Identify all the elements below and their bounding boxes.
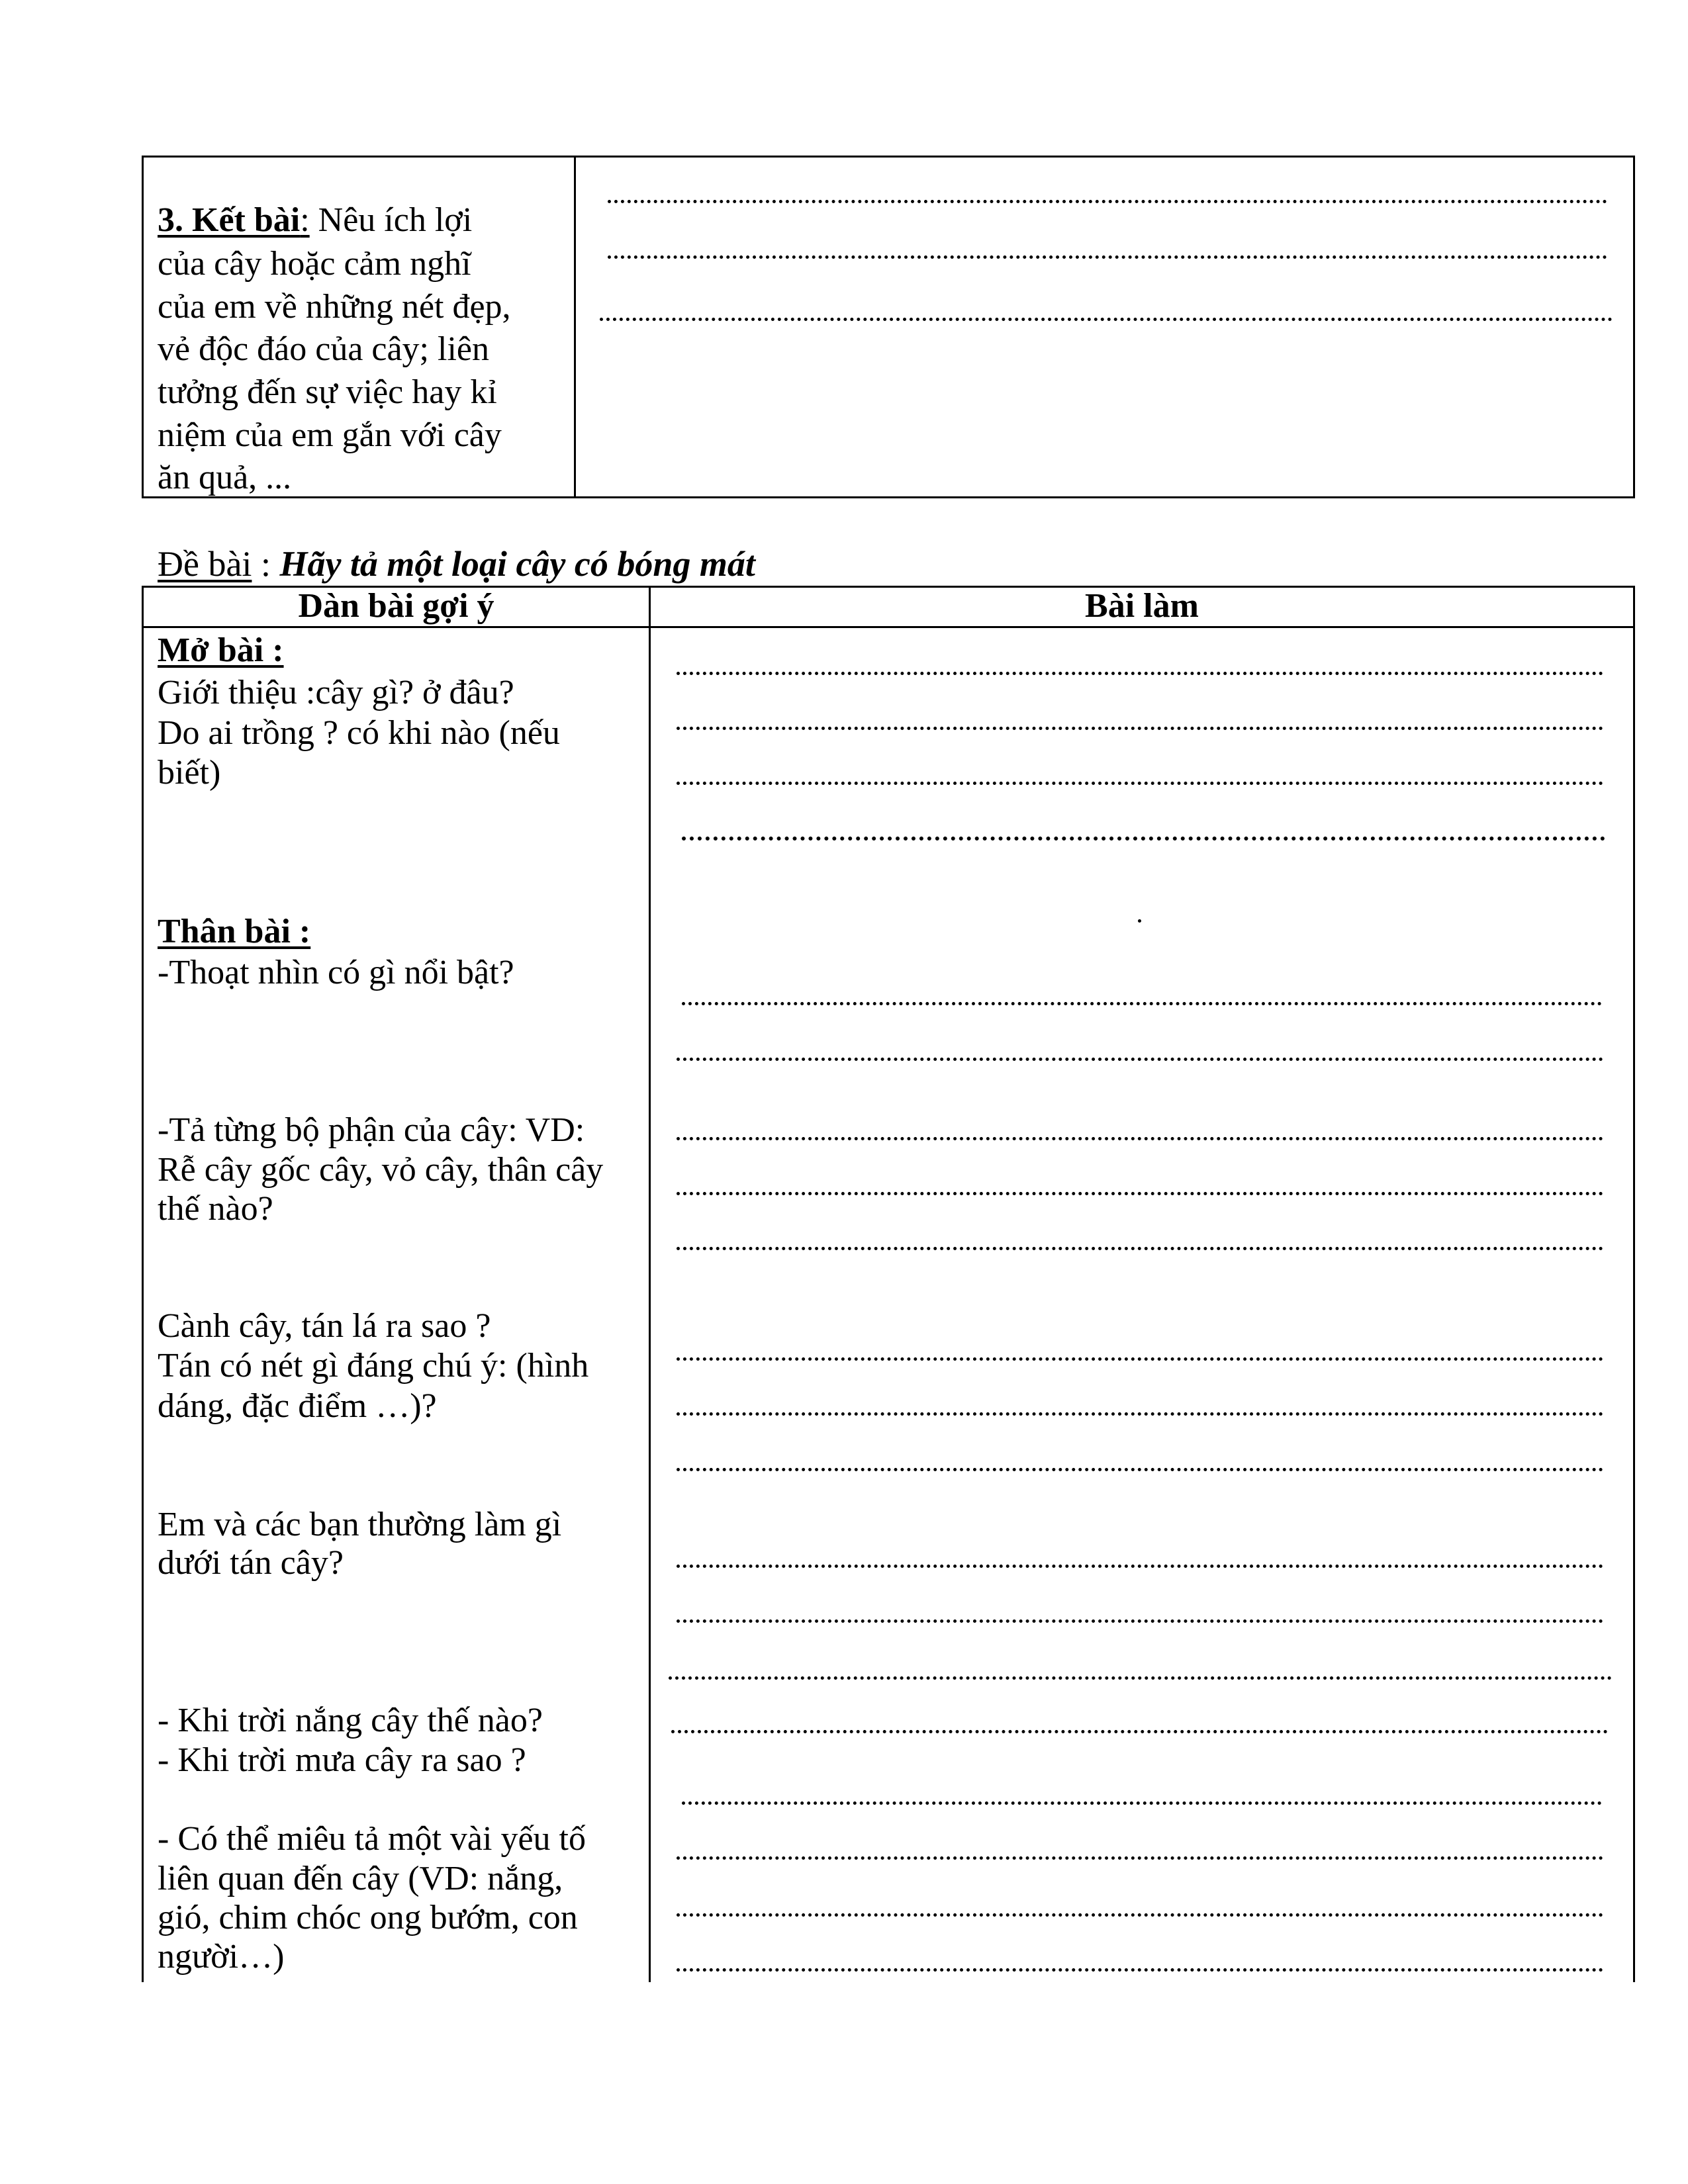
answer-line[interactable]	[677, 1247, 1603, 1250]
conclusion-line-2: của cây hoặc cảm nghĩ	[158, 245, 471, 283]
conclusion-line-1: 3. Kết bài: Nêu ích lợi	[158, 201, 473, 239]
conclusion-line-3: của em về những nét đẹp,	[158, 288, 511, 326]
conclusion-line-7: ăn quả, ...	[158, 459, 292, 496]
conclusion-line-4: vẻ độc đáo của cây; liên	[158, 330, 489, 368]
answer-line[interactable]	[677, 1357, 1603, 1361]
body-line: dáng, đặc điểm …)?	[158, 1387, 437, 1425]
body-heading: Thân bài :	[158, 913, 311, 950]
answer-line[interactable]	[677, 1058, 1603, 1061]
assignment-label: Đề bài	[158, 544, 252, 584]
body-line: - Có thể miêu tả một vài yếu tố	[158, 1820, 586, 1858]
answer-line[interactable]	[682, 837, 1605, 841]
answer-line[interactable]	[677, 1619, 1603, 1623]
answer-line[interactable]	[600, 318, 1613, 321]
intro-line: biết)	[158, 754, 221, 792]
body-line: - Khi trời mưa cây ra sao ?	[158, 1741, 526, 1779]
header-outline: Dàn bài gợi ý	[298, 587, 494, 625]
answer-line[interactable]	[669, 1676, 1612, 1680]
answer-line[interactable]	[671, 1730, 1608, 1733]
main-table-divider	[649, 586, 651, 1982]
stray-dot	[1138, 919, 1141, 923]
body-line: gió, chim chóc ong bướm, con	[158, 1899, 578, 1936]
body-line: dưới tán cây?	[158, 1544, 344, 1582]
conclusion-line-6: niệm của em gắn với cây	[158, 416, 502, 454]
body-line: thế nào?	[158, 1190, 273, 1228]
body-line: Tán có nét gì đáng chú ý: (hình	[158, 1347, 589, 1385]
answer-line[interactable]	[682, 1002, 1602, 1005]
body-line: liên quan đến cây (VD: nắng,	[158, 1860, 563, 1897]
answer-line[interactable]	[608, 200, 1607, 203]
assignment-title: Hãy tả một loại cây có bóng mát	[279, 544, 755, 584]
main-table-left-border	[142, 586, 144, 1982]
answer-line[interactable]	[677, 727, 1603, 730]
answer-line[interactable]	[677, 1137, 1603, 1140]
answer-line[interactable]	[608, 255, 1607, 259]
intro-heading: Mở bài :	[158, 631, 284, 669]
assignment-heading: Đề bài : Hãy tả một loại cây có bóng mát	[158, 544, 755, 584]
answer-line[interactable]	[677, 1968, 1603, 1972]
answer-line[interactable]	[677, 1565, 1603, 1568]
conclusion-heading: 3. Kết bài	[158, 201, 301, 239]
intro-line: Do ai trồng ? có khi nào (nếu	[158, 714, 560, 752]
answer-line[interactable]	[677, 782, 1603, 785]
conclusion-line-5: tưởng đến sự việc hay kỉ	[158, 373, 497, 411]
answer-line[interactable]	[677, 1856, 1603, 1860]
body-line: - Khi trời nắng cây thế nào?	[158, 1702, 543, 1739]
answer-line[interactable]	[682, 1801, 1602, 1805]
conclusion-table-divider	[574, 156, 576, 498]
body-line: người…)	[158, 1938, 285, 1976]
body-line: -Thoạt nhìn có gì nổi bật?	[158, 954, 514, 991]
body-line: Cành cây, tán lá ra sao ?	[158, 1307, 491, 1345]
answer-line[interactable]	[677, 1192, 1603, 1195]
answer-line[interactable]	[677, 1468, 1603, 1471]
main-table-header-border	[142, 626, 1635, 628]
header-answer: Bài làm	[1085, 587, 1199, 625]
answer-line[interactable]	[677, 672, 1603, 675]
body-line: -Tả từng bộ phận của cây: VD:	[158, 1111, 585, 1149]
answer-line[interactable]	[677, 1412, 1603, 1416]
main-table-right-border	[1633, 586, 1635, 1982]
body-line: Rễ cây gốc cây, vỏ cây, thân cây	[158, 1151, 604, 1189]
answer-line[interactable]	[677, 1913, 1603, 1917]
intro-line: Giới thiệu :cây gì? ở đâu?	[158, 674, 514, 711]
body-line: Em và các bạn thường làm gì	[158, 1506, 562, 1543]
